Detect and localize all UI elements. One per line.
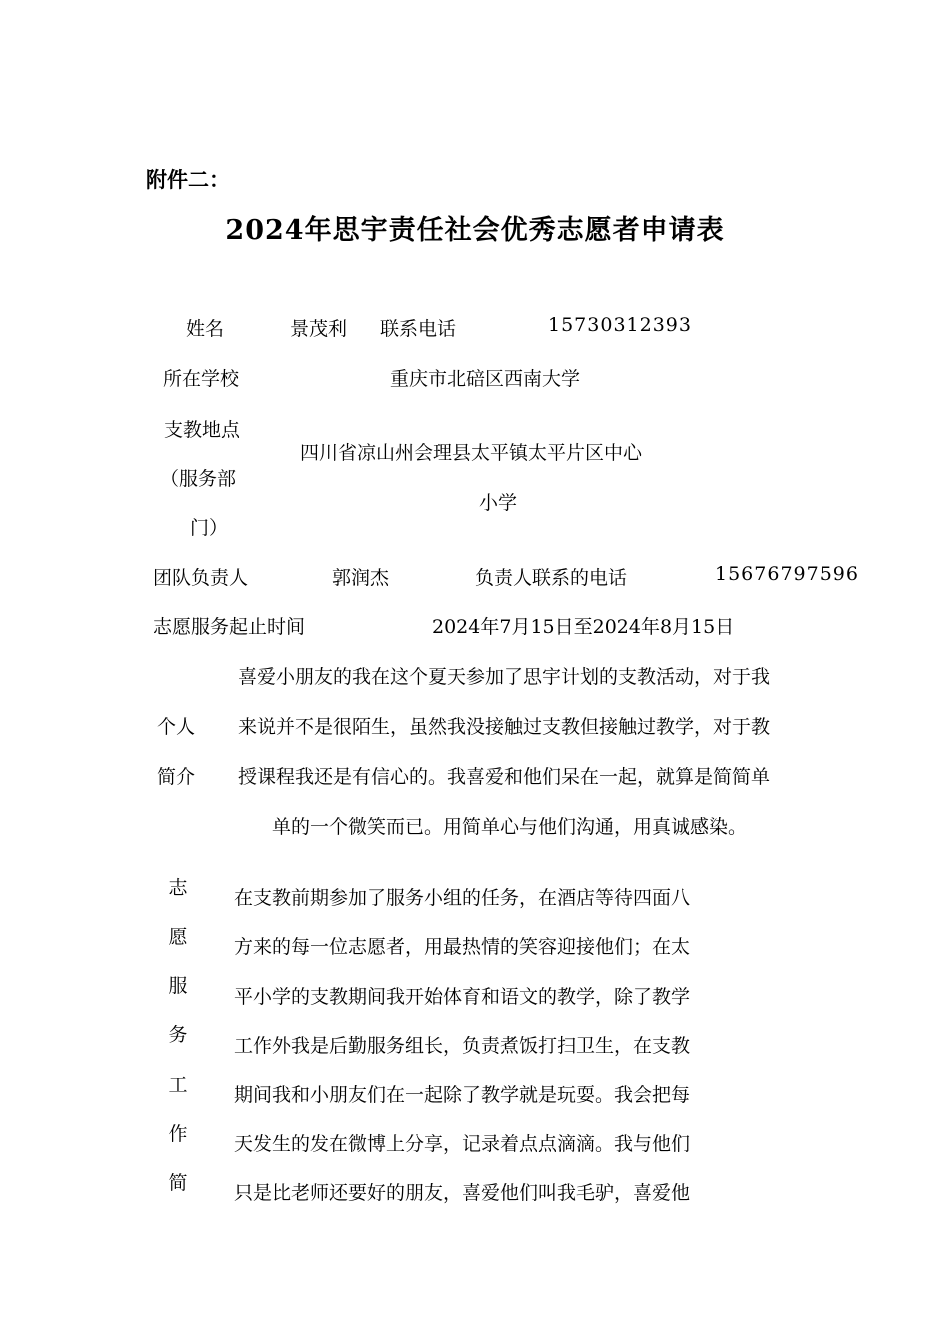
team-leader-label: 团队负责人 [153, 567, 249, 589]
location-value-line: 小学 [479, 492, 518, 514]
service-period-value: 2024年7月15日至2024年8月15日 [432, 616, 735, 638]
profile-line: 来说并不是很陌生，虽然我没接触过支教但接触过教学，对于教 [238, 716, 771, 738]
service-period-label: 志愿服务起止时间 [153, 616, 306, 638]
team-leader-value: 郭润杰 [332, 567, 390, 589]
work-line: 在支教前期参加了服务小组的任务，在酒店等待四面八 [234, 887, 691, 909]
work-label-char: 简 [168, 1172, 188, 1194]
phone-value: 15730312393 [548, 314, 692, 336]
location-label-line: 门） [190, 517, 229, 539]
profile-label-line: 简介 [157, 766, 196, 788]
work-line: 工作外我是后勤服务组长，负责煮饭打扫卫生，在支教 [234, 1035, 691, 1057]
attachment-label: 附件二： [146, 167, 230, 192]
phone-label: 联系电话 [380, 318, 457, 340]
location-value-line: 四川省凉山州会理县太平镇太平片区中心 [300, 442, 643, 464]
work-label-char: 服 [168, 975, 188, 997]
leader-phone-label: 负责人联系的电话 [475, 567, 628, 589]
name-label: 姓名 [186, 318, 225, 340]
work-line: 平小学的支教期间我开始体育和语文的教学，除了教学 [234, 986, 691, 1008]
location-label-line: 支教地点 [164, 419, 241, 441]
school-value: 重庆市北碚区西南大学 [390, 368, 581, 390]
work-label-char: 愿 [168, 926, 188, 948]
page-title: 2024年思宇责任社会优秀志愿者申请表 [225, 215, 725, 246]
work-label-char: 工 [168, 1074, 188, 1096]
work-line: 方来的每一位志愿者，用最热情的笑容迎接他们；在太 [234, 936, 691, 958]
work-line: 天发生的发在微博上分享，记录着点点滴滴。我与他们 [234, 1133, 691, 1155]
work-label-char: 务 [168, 1024, 188, 1046]
work-line: 期间我和小朋友们在一起除了教学就是玩耍。我会把每 [234, 1084, 691, 1106]
name-value: 景茂利 [290, 318, 348, 340]
profile-line: 授课程我还是有信心的。我喜爱和他们呆在一起，就算是简简单 [238, 766, 771, 788]
work-line: 只是比老师还要好的朋友，喜爱他们叫我毛驴，喜爱他 [234, 1182, 691, 1204]
profile-line: 单的一个微笑而已。用简单心与他们沟通，用真诚感染。 [272, 816, 748, 838]
profile-label-line: 个人 [157, 716, 196, 738]
work-label-char: 志 [168, 877, 188, 899]
profile-line: 喜爱小朋友的我在这个夏天参加了思宇计划的支教活动，对于我 [238, 666, 771, 688]
school-label: 所在学校 [163, 368, 240, 390]
location-label-line: （服务部 [160, 468, 237, 490]
leader-phone-value: 15676797596 [715, 563, 859, 585]
work-label-char: 作 [168, 1123, 188, 1145]
